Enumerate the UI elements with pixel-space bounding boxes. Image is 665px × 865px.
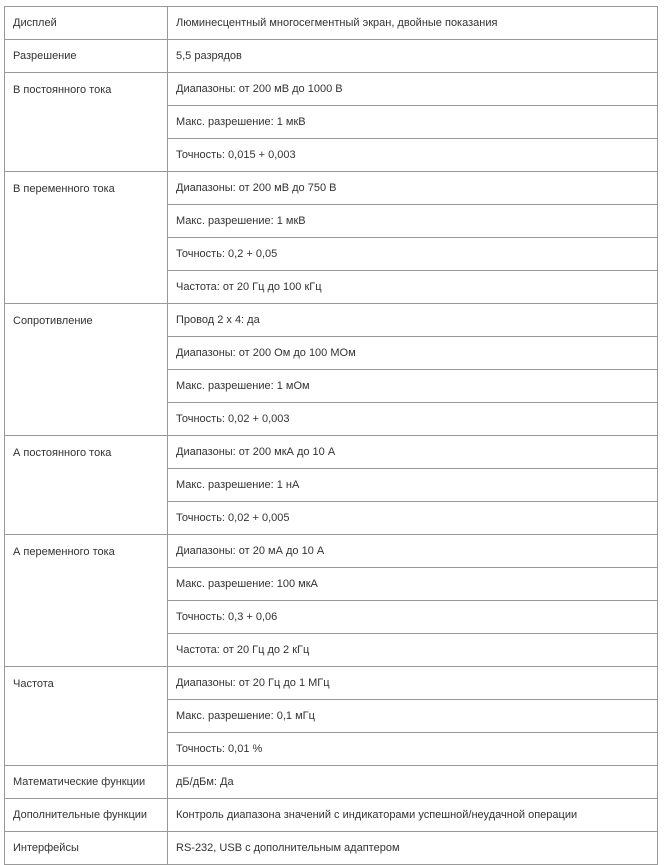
- value-cell: Люминесцентный многосегментный экран, двойные показания: [168, 7, 658, 40]
- value-cell: 5,5 разрядов: [168, 40, 658, 73]
- value-cell: Диапазоны: от 20 Гц до 1 МГц: [168, 667, 658, 700]
- value-cell: Точность: 0,02 + 0,003: [168, 403, 658, 436]
- parameter-cell: Дисплей: [5, 7, 168, 40]
- parameter-cell: Интерфейсы: [5, 832, 168, 865]
- value-cell: дБ/дБм: Да: [168, 766, 658, 799]
- parameter-cell: Сопротивление: [5, 304, 168, 436]
- table-row: [5, 832, 658, 865]
- table-row: [5, 7, 658, 40]
- value-cell: Провод 2 x 4: да: [168, 304, 658, 337]
- value-cell: RS-232, USB с дополнительным адаптером: [168, 832, 658, 865]
- table-row: [5, 799, 658, 832]
- value-cell: Точность: 0,01 %: [168, 733, 658, 766]
- value-cell: Макс. разрешение: 100 мкА: [168, 568, 658, 601]
- table-row: [5, 535, 658, 568]
- value-cell: Точность: 0,2 + 0,05: [168, 238, 658, 271]
- value-cell: Точность: 0,02 + 0,005: [168, 502, 658, 535]
- value-cell: Диапазоны: от 20 мА до 10 А: [168, 535, 658, 568]
- value-cell: Макс. разрешение: 1 нА: [168, 469, 658, 502]
- value-cell: Частота: от 20 Гц до 2 кГц: [168, 634, 658, 667]
- value-cell: Точность: 0,015 + 0,003: [168, 139, 658, 172]
- value-cell: Макс. разрешение: 0,1 мГц: [168, 700, 658, 733]
- specifications-table: [4, 6, 658, 865]
- value-cell: Диапазоны: от 200 Ом до 100 МОм: [168, 337, 658, 370]
- value-cell: Диапазоны: от 200 мВ до 1000 В: [168, 73, 658, 106]
- parameter-cell: Дополнительные функции: [5, 799, 168, 832]
- table-row: [5, 436, 658, 469]
- parameter-cell: Математические функции: [5, 766, 168, 799]
- table-row: [5, 40, 658, 73]
- value-cell: Макс. разрешение: 1 мОм: [168, 370, 658, 403]
- value-cell: Частота: от 20 Гц до 100 кГц: [168, 271, 658, 304]
- table-row: [5, 667, 658, 700]
- parameter-cell: Разрешение: [5, 40, 168, 73]
- table-row: [5, 73, 658, 106]
- value-cell: Точность: 0,3 + 0,06: [168, 601, 658, 634]
- specifications-table-body: [5, 7, 658, 865]
- value-cell: Макс. разрешение: 1 мкВ: [168, 106, 658, 139]
- value-cell: Диапазоны: от 200 мкА до 10 А: [168, 436, 658, 469]
- table-row: [5, 172, 658, 205]
- value-cell: Макс. разрешение: 1 мкВ: [168, 205, 658, 238]
- value-cell: Контроль диапазона значений с индикаторами успешной/неудачной операции: [168, 799, 658, 832]
- parameter-cell: В постоянного тока: [5, 73, 168, 172]
- table-row: [5, 766, 658, 799]
- parameter-cell: А переменного тока: [5, 535, 168, 667]
- value-cell: Диапазоны: от 200 мВ до 750 В: [168, 172, 658, 205]
- parameter-cell: А постоянного тока: [5, 436, 168, 535]
- parameter-cell: В переменного тока: [5, 172, 168, 304]
- table-row: [5, 304, 658, 337]
- parameter-cell: Частота: [5, 667, 168, 766]
